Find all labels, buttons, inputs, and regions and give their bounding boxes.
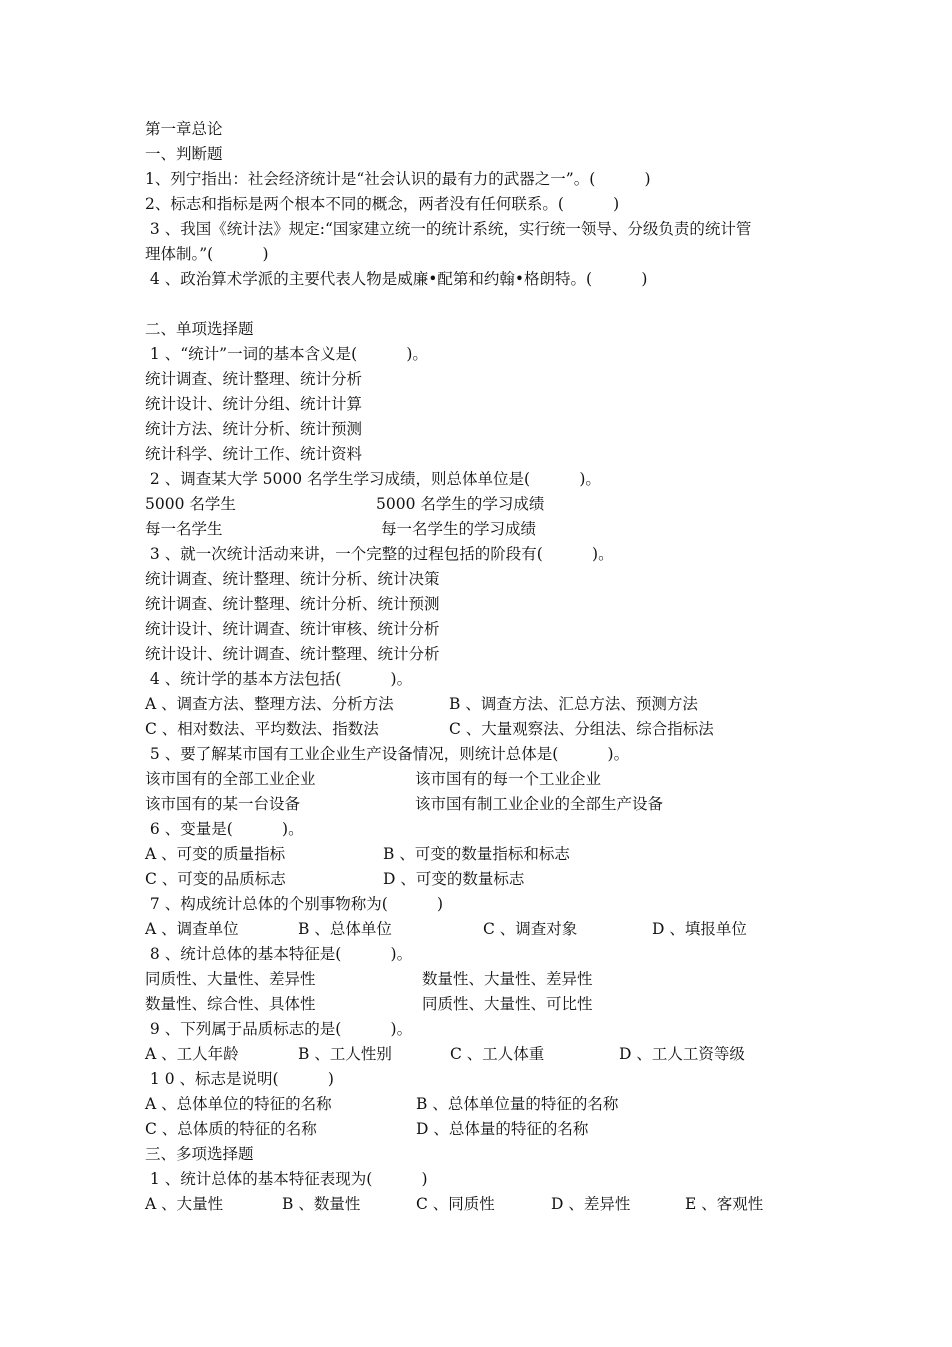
single-question-4: 4 、统计学的基本方法包括( )。 (145, 670, 413, 688)
single-question-7-option: B 、总体单位 (298, 920, 392, 938)
single-question-6-option: D 、可变的数量标志 (383, 870, 525, 888)
single-question-2-option: 每一名学生 (145, 520, 223, 538)
single-question-10-option: B 、总体单位量的特征的名称 (416, 1095, 619, 1113)
single-question-4-option: B 、调查方法、汇总方法、预测方法 (449, 695, 698, 713)
multiple-question-1: 1 、统计总体的基本特征表现为( ) (145, 1170, 428, 1188)
chapter-title: 第一章总论 (145, 120, 223, 138)
single-question-2: 2 、调查某大学 5000 名学生学习成绩，则总体单位是( )。 (145, 470, 601, 488)
single-question-1-option: 统计方法、统计分析、统计预测 (145, 420, 363, 438)
multiple-question-1-option: E 、客观性 (685, 1195, 764, 1213)
single-question-9-option: A 、工人年龄 (145, 1045, 239, 1063)
single-question-10-option: D 、总体量的特征的名称 (416, 1120, 589, 1138)
single-question-3-option: 统计调查、统计整理、统计分析、统计预测 (145, 595, 440, 613)
judgement-question-3-line2: 理体制。”( ) (145, 245, 269, 263)
single-question-10-option: C 、总体质的特征的名称 (145, 1120, 317, 1138)
single-question-4-option: C 、大量观察法、分组法、综合指标法 (449, 720, 714, 738)
single-question-6-option: C 、可变的品质标志 (145, 870, 286, 888)
single-question-5-option: 该市国有的每一个工业企业 (415, 770, 602, 788)
judgement-question-3-line1: 3 、我国《统计法》规定:“国家建立统一的统计系统，实行统一领导、分级负责的统计管 (145, 220, 752, 238)
multiple-question-1-option: D 、差异性 (551, 1195, 631, 1213)
section-heading-multiple-choice: 三、多项选择题 (145, 1145, 254, 1163)
single-question-8: 8 、统计总体的基本特征是( )。 (145, 945, 413, 963)
single-question-9-option: B 、工人性别 (298, 1045, 392, 1063)
single-question-3-option: 统计调查、统计整理、统计分析、统计决策 (145, 570, 440, 588)
single-question-10: 1 0 、标志是说明( ) (145, 1070, 334, 1088)
single-question-9: 9 、下列属于品质标志的是( )。 (145, 1020, 413, 1038)
single-question-8-option: 同质性、大量性、可比性 (422, 995, 593, 1013)
single-question-1-option: 统计科学、统计工作、统计资料 (145, 445, 363, 463)
single-question-5: 5 、要了解某市国有工业企业生产设备情况，则统计总体是( )。 (145, 745, 630, 763)
single-question-7-option: A 、调查单位 (145, 920, 239, 938)
single-question-5-option: 该市国有的某一台设备 (145, 795, 301, 813)
single-question-7-option: C 、调查对象 (483, 920, 578, 938)
judgement-question-2: 2、标志和指标是两个根本不同的概念，两者没有任何联系。( ) (145, 195, 620, 213)
single-question-6-option: B 、可变的数量指标和标志 (383, 845, 570, 863)
single-question-7-option: D 、填报单位 (652, 920, 747, 938)
single-question-2-option: 每一名学生的学习成绩 (381, 520, 537, 538)
section-heading-single-choice: 二、单项选择题 (145, 320, 254, 338)
single-question-8-option: 同质性、大量性、差异性 (145, 970, 316, 988)
single-question-5-option: 该市国有制工业企业的全部生产设备 (415, 795, 664, 813)
judgement-question-4: 4 、政治算术学派的主要代表人物是威廉•配第和约翰•格朗特。( ) (145, 270, 648, 288)
section-heading-judgement: 一、判断题 (145, 145, 223, 163)
single-question-9-option: C 、工人体重 (450, 1045, 545, 1063)
single-question-10-option: A 、总体单位的特征的名称 (145, 1095, 332, 1113)
single-question-5-option: 该市国有的全部工业企业 (145, 770, 316, 788)
single-question-4-option: C 、相对数法、平均数法、指数法 (145, 720, 379, 738)
judgement-question-1: 1、列宁指出：社会经济统计是“社会认识的最有力的武器之一”。( ) (145, 170, 651, 188)
multiple-question-1-option: C 、同质性 (416, 1195, 495, 1213)
single-question-2-option: 5000 名学生的学习成绩 (376, 495, 545, 513)
single-question-6: 6 、变量是( )。 (145, 820, 304, 838)
single-question-6-option: A 、可变的质量指标 (145, 845, 286, 863)
single-question-3: 3 、就一次统计活动来讲，一个完整的过程包括的阶段有( )。 (145, 545, 614, 563)
multiple-question-1-option: A 、大量性 (145, 1195, 224, 1213)
single-question-3-option: 统计设计、统计调查、统计审核、统计分析 (145, 620, 440, 638)
single-question-9-option: D 、工人工资等级 (619, 1045, 745, 1063)
single-question-8-option: 数量性、大量性、差异性 (422, 970, 593, 988)
single-question-2-option: 5000 名学生 (145, 495, 236, 513)
single-question-3-option: 统计设计、统计调查、统计整理、统计分析 (145, 645, 440, 663)
single-question-1-option: 统计设计、统计分组、统计计算 (145, 395, 363, 413)
single-question-7: 7 、构成统计总体的个别事物称为( ) (145, 895, 444, 913)
single-question-4-option: A 、调查方法、整理方法、分析方法 (145, 695, 394, 713)
multiple-question-1-option: B 、数量性 (282, 1195, 361, 1213)
single-question-1-option: 统计调查、统计整理、统计分析 (145, 370, 363, 388)
single-question-8-option: 数量性、综合性、具体性 (145, 995, 316, 1013)
single-question-1: 1 、“统计”一词的基本含义是( )。 (145, 345, 428, 363)
